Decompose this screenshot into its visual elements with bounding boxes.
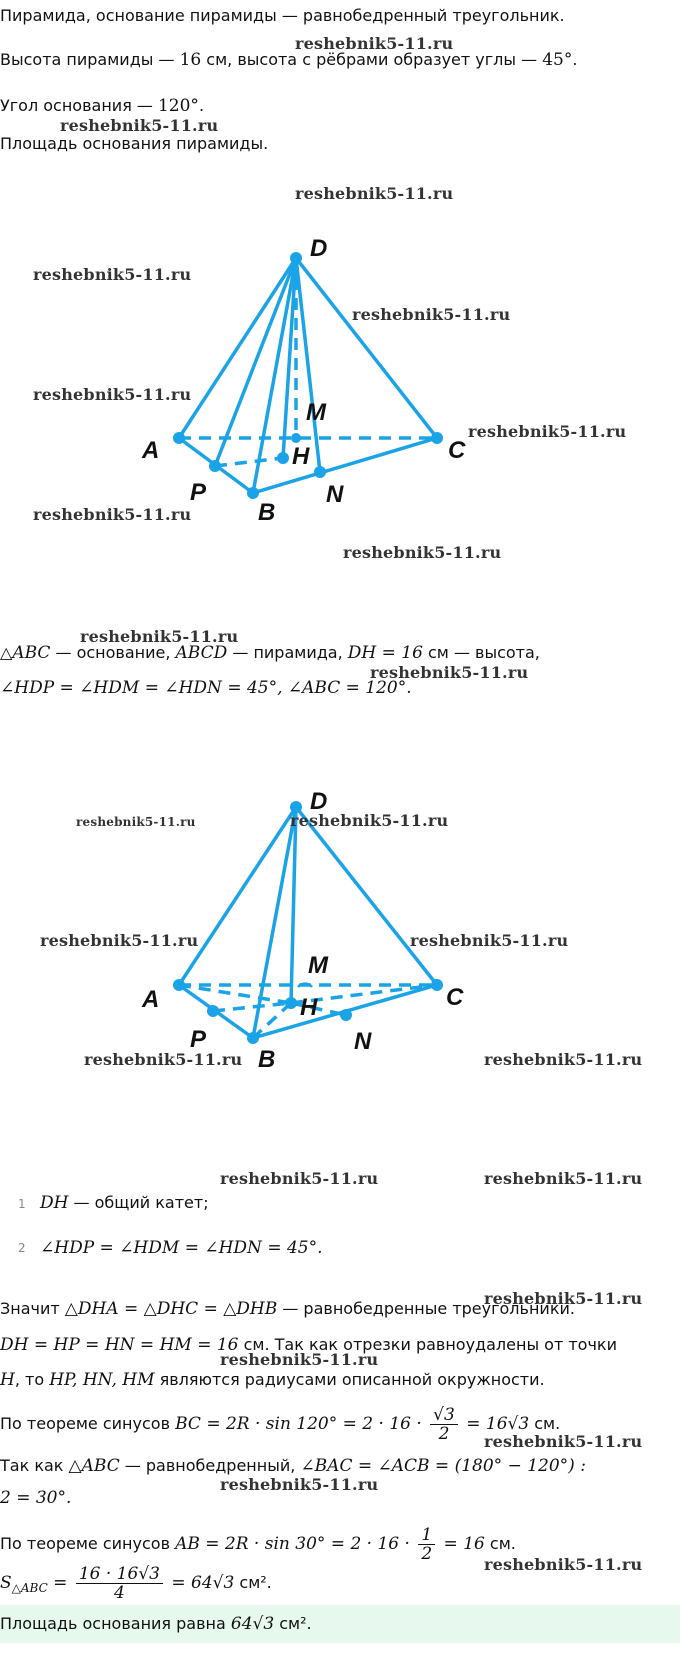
label-D: D	[310, 235, 328, 262]
watermark: reshebnik5-11.ru	[484, 1432, 643, 1451]
watermark: reshebnik5-11.ru	[33, 265, 192, 284]
point-N	[314, 466, 326, 478]
list-item-2: ∠HDP = ∠HDM = ∠HDN = 45°.	[40, 1238, 323, 1258]
math: DH = HP = HN = HM = 16	[0, 1335, 239, 1355]
math: ∠BAC = ∠ACB = (180° − 120°) :	[300, 1456, 586, 1476]
label-B: B	[258, 1046, 276, 1073]
math: △DHA = △DHC = △DHB	[64, 1299, 278, 1319]
text: По теореме синусов	[0, 1534, 176, 1553]
fraction	[418, 1526, 435, 1563]
math: 64√3	[230, 1614, 275, 1634]
math: DH	[40, 1193, 69, 1213]
solution-line-3	[0, 1370, 545, 1390]
text: Значит	[0, 1299, 65, 1318]
math: = 64√3	[165, 1573, 235, 1593]
problem-line-2	[0, 50, 577, 70]
watermark: reshebnik5-11.ru	[220, 1169, 379, 1188]
label-N: N	[354, 1028, 372, 1055]
watermark: reshebnik5-11.ru	[484, 1555, 643, 1574]
watermark: reshebnik5-11.ru	[33, 505, 192, 524]
list-number-2: 2	[18, 1241, 26, 1255]
text: .	[572, 50, 578, 69]
numerator: 16 · 16√3	[76, 1565, 163, 1584]
watermark: reshebnik5-11.ru	[76, 815, 196, 829]
text: см.	[484, 1534, 516, 1553]
point-H	[285, 997, 297, 1009]
text: △	[0, 643, 13, 662]
problem-line-4: Площадь основания пирамиды.	[0, 134, 269, 153]
label-M: M	[306, 399, 326, 426]
watermark: reshebnik5-11.ru	[60, 116, 219, 135]
label-C: C	[446, 984, 464, 1011]
point-A	[173, 432, 185, 444]
text: см. Так как отрезки равноудалены от точки	[238, 1335, 617, 1354]
subscript: △ABC	[11, 1581, 48, 1596]
math: = 16	[438, 1534, 485, 1554]
angle-value: 45°	[542, 50, 573, 70]
text: см, высота с рёбрами образует углы —	[201, 50, 543, 69]
text: По теореме синусов	[0, 1414, 176, 1433]
problem-line-3	[0, 96, 204, 116]
denominator: 2	[421, 1544, 433, 1564]
list-number-1: 1	[18, 1197, 26, 1211]
watermark: reshebnik5-11.ru	[33, 385, 192, 404]
base-angle: 120°	[157, 96, 199, 116]
math: △ABC	[68, 1456, 120, 1476]
watermark: reshebnik5-11.ru	[468, 422, 627, 441]
given-line-2: ∠HDP = ∠HDM = ∠HDN = 45°, ∠ABC = 120°.	[0, 678, 412, 698]
text: см — высота,	[422, 643, 540, 662]
answer-line	[0, 1614, 312, 1634]
radius-HP	[213, 1003, 291, 1011]
text: являются радиусами описанной окружности.	[154, 1370, 545, 1389]
text: — пирамида,	[227, 643, 348, 662]
label-H: H	[292, 443, 310, 470]
watermark: reshebnik5-11.ru	[80, 627, 239, 646]
point-C	[431, 979, 443, 991]
math: =	[47, 1573, 73, 1593]
fraction	[76, 1565, 163, 1602]
point-C	[431, 432, 443, 444]
watermark: reshebnik5-11.ru	[220, 1350, 379, 1369]
watermark: reshebnik5-11.ru	[84, 1050, 243, 1069]
text: Площадь основания равна	[0, 1614, 231, 1633]
math: H	[0, 1370, 15, 1390]
list-item-1	[40, 1193, 209, 1213]
watermark: reshebnik5-11.ru	[484, 1169, 643, 1188]
text: Угол основания —	[0, 96, 158, 115]
watermark: reshebnik5-11.ru	[370, 663, 529, 682]
watermark: reshebnik5-11.ru	[295, 184, 454, 203]
edge-BC	[253, 438, 437, 493]
solution-line-4	[0, 1400, 560, 1448]
point-M	[291, 433, 301, 443]
problem-line-1: Пирамида, основание пирамиды — равнобедренный треугольник.	[0, 6, 565, 25]
text: см.	[529, 1414, 561, 1433]
point-P	[207, 1005, 219, 1017]
solution-line-6: 2 = 30°.	[0, 1488, 72, 1508]
label-H: H	[300, 994, 318, 1021]
text: — общий катет;	[68, 1193, 209, 1212]
label-A: A	[142, 986, 160, 1013]
label-C: C	[448, 437, 466, 464]
denominator: 4	[113, 1583, 125, 1603]
height-value: 16	[179, 50, 202, 70]
label-B: B	[258, 499, 276, 526]
text: Высота пирамиды —	[0, 50, 180, 69]
math: = 16√3	[460, 1414, 530, 1434]
watermark: reshebnik5-11.ru	[40, 931, 199, 950]
label-D: D	[310, 788, 328, 815]
watermark: reshebnik5-11.ru	[295, 34, 454, 53]
point-N	[340, 1009, 352, 1021]
math: ABC	[12, 643, 51, 663]
solution-line-8	[0, 1560, 272, 1611]
label-P: P	[190, 479, 207, 506]
watermark: reshebnik5-11.ru	[352, 305, 511, 324]
point-B	[247, 1032, 259, 1044]
watermark: reshebnik5-11.ru	[410, 931, 569, 950]
label-A: A	[142, 437, 160, 464]
text: Так как	[0, 1456, 69, 1475]
fraction	[430, 1406, 458, 1443]
text: см².	[274, 1614, 312, 1633]
math: S	[0, 1573, 12, 1593]
numerator: 1	[418, 1526, 435, 1545]
text: — основание,	[50, 643, 176, 662]
radius-HP	[215, 458, 283, 466]
math: DH = 16	[347, 643, 423, 663]
watermark: reshebnik5-11.ru	[484, 1289, 643, 1308]
math: AB = 2R · sin 30° = 2 · 16 ·	[175, 1534, 416, 1554]
watermark: reshebnik5-11.ru	[290, 811, 449, 830]
point-A	[173, 979, 185, 991]
text: — равнобедренные треугольники.	[277, 1299, 575, 1318]
solution-line-5	[0, 1456, 586, 1476]
point-B	[247, 487, 259, 499]
point-D	[290, 252, 302, 264]
text: см².	[234, 1573, 272, 1592]
label-M: M	[308, 952, 328, 979]
text: , то	[14, 1370, 50, 1389]
watermark: reshebnik5-11.ru	[220, 1475, 379, 1494]
given-line-1	[0, 643, 540, 663]
numerator: √3	[430, 1406, 458, 1425]
point-P	[209, 460, 221, 472]
point-H	[277, 452, 289, 464]
math: HP, HN, HM	[49, 1370, 155, 1390]
watermark: reshebnik5-11.ru	[343, 543, 502, 562]
text: .	[198, 96, 205, 115]
watermark: reshebnik5-11.ru	[484, 1050, 643, 1069]
segment-AH	[179, 985, 291, 1003]
math: BC = 2R · sin 120° = 2 · 16 ·	[175, 1414, 428, 1434]
text: — равнобедренный,	[119, 1456, 301, 1475]
math: ABCD	[175, 643, 228, 663]
label-N: N	[326, 481, 344, 508]
label-P: P	[190, 1026, 207, 1053]
denominator: 2	[438, 1424, 450, 1444]
